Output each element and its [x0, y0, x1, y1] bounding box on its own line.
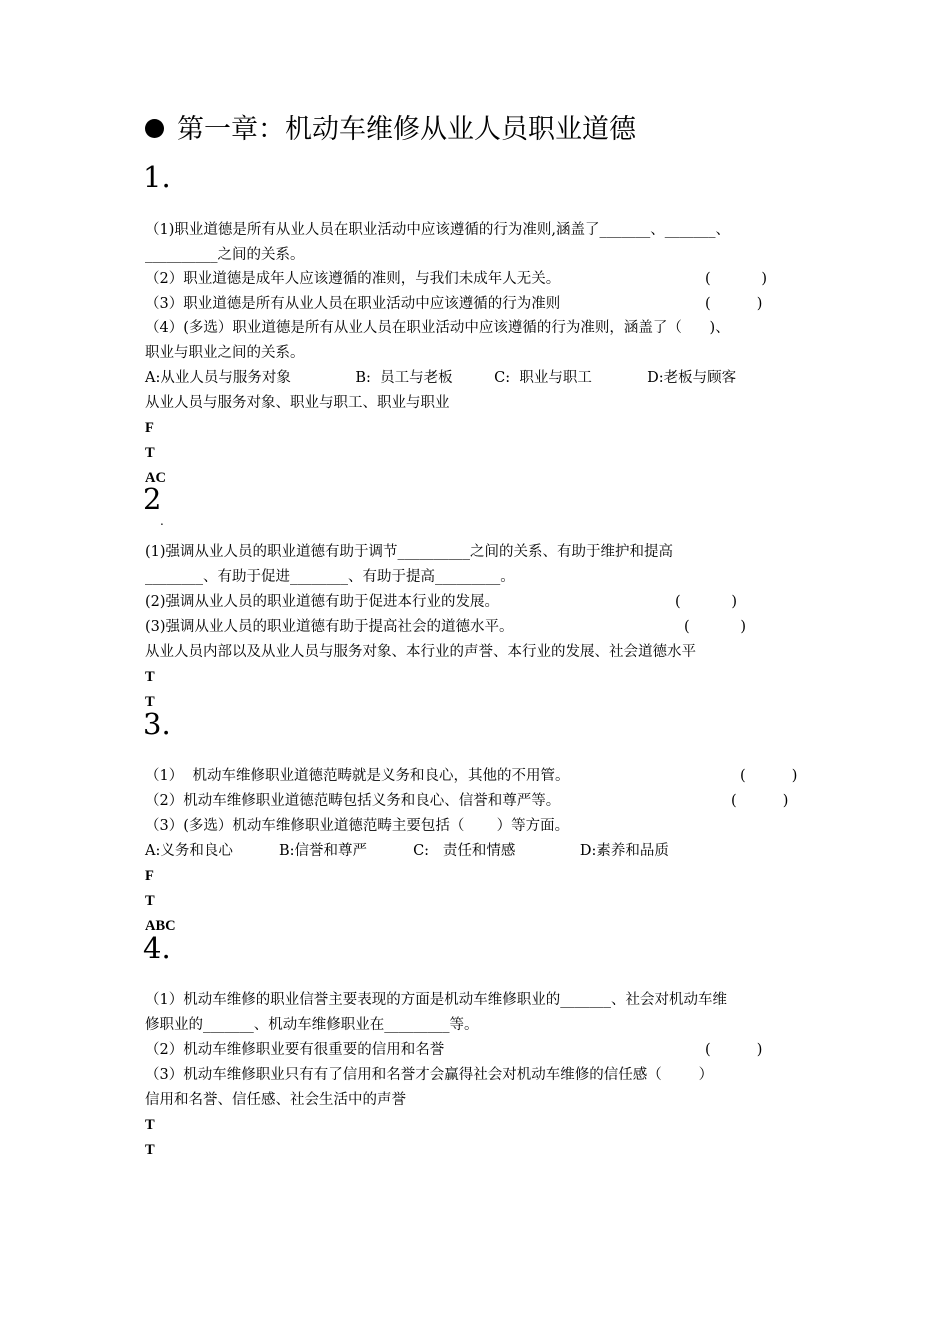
- s3-answer-2: T: [145, 893, 155, 909]
- s2-answer-key: 从业人员内部以及从业人员与服务对象、本行业的声誉、本行业的发展、社会道德水平: [145, 644, 696, 660]
- s4-question-2-answer-blank: ( ): [705, 1042, 763, 1058]
- s4-question-2: （2）机动车维修职业要有很重要的信用和名誉: [145, 1042, 445, 1058]
- section-number-3: 3.: [143, 707, 171, 741]
- s4-question-1-line-1: （1）机动车维修的职业信誉主要表现的方面是机动车维修职业的_______、社会对机动车维: [145, 992, 727, 1008]
- bullet-icon: [145, 119, 164, 138]
- s2-answer-1: T: [145, 669, 155, 685]
- s1-question-3: （3）职业道德是所有从业人员在职业活动中应该遵循的行为准则: [145, 296, 561, 312]
- s1-answer-1: F: [145, 420, 154, 436]
- s2-question-2: (2)强调从业人员的职业道德有助于促进本行业的发展。: [145, 594, 500, 610]
- chapter-title: 第一章：机动车维修从业人员职业道德: [145, 113, 636, 147]
- s1-question-4-line-1: （4）(多选）职业道德是所有从业人员在职业活动中应该遵循的行为准则，涵盖了（ )、: [145, 320, 730, 336]
- section-number-2: 2: [143, 482, 162, 516]
- s4-answer-key: 信用和名誉、信任感、社会生活中的声誉: [145, 1092, 406, 1108]
- s1-options: A:从业人员与服务对象 B: 员工与老板 C: 职业与职工 D:老板与顾客: [145, 370, 737, 386]
- s3-answer-3: ABC: [145, 918, 176, 934]
- section-number-1: 1.: [143, 160, 171, 194]
- s1-answer-3: AC: [145, 470, 166, 486]
- s2-question-3: (3)强调从业人员的职业道德有助于提高社会的道德水平。: [145, 619, 514, 635]
- s3-answer-1: F: [145, 868, 154, 884]
- s1-answer-key: 从业人员与服务对象、职业与职工、职业与职业: [145, 395, 450, 411]
- s2-question-1-line-2: ________、有助于促进________、有助于提高_________。: [145, 569, 515, 585]
- s1-question-2: （2）职业道德是成年人应该遵循的准则，与我们未成年人无关。: [145, 271, 561, 287]
- s2-answer-2: T: [145, 694, 155, 710]
- s1-answer-2: T: [145, 445, 155, 461]
- s4-answer-1: T: [145, 1117, 155, 1133]
- s2-question-1-line-1: (1)强调从业人员的职业道德有助于调节__________之间的关系、有助于维护和提高: [145, 544, 674, 560]
- s3-question-1: （1） 机动车维修职业道德范畴就是义务和良心，其他的不用管。: [145, 768, 570, 784]
- s2-question-2-answer-blank: ( ): [675, 594, 738, 610]
- s2-question-3-answer-blank: ( ): [684, 619, 747, 635]
- s1-question-1-line-1: （1)职业道德是所有从业人员在职业活动中应该遵循的行为准则,涵盖了_______、_______、: [145, 222, 730, 238]
- section-number-4: 4.: [143, 931, 171, 965]
- s1-question-3-answer-blank: ( ): [705, 296, 763, 312]
- s1-question-1-line-2: __________之间的关系。: [145, 247, 305, 263]
- s1-question-4-line-2: 职业与职业之间的关系。: [145, 345, 305, 361]
- s3-question-1-answer-blank: ( ): [740, 768, 798, 784]
- section-2-dot: .: [160, 514, 164, 528]
- s4-answer-2: T: [145, 1142, 155, 1158]
- s3-options: A:义务和良心 B:信誉和尊严 C: 责任和情感 D:素养和品质: [145, 843, 669, 859]
- s3-question-3: （3）(多选）机动车维修职业道德范畴主要包括（ ）等方面。: [145, 818, 570, 834]
- s3-question-2: （2）机动车维修职业道德范畴包括义务和良心、信誉和尊严等。: [145, 793, 561, 809]
- s3-question-2-answer-blank: ( ): [731, 793, 789, 809]
- s4-question-3: （3）机动车维修职业只有有了信用和名誉才会赢得社会对机动车维修的信任感（ ）: [145, 1067, 714, 1083]
- s1-question-2-answer-blank: ( ): [705, 271, 768, 287]
- s4-question-1-line-2: 修职业的_______、机动车维修职业在_________等。: [145, 1017, 479, 1033]
